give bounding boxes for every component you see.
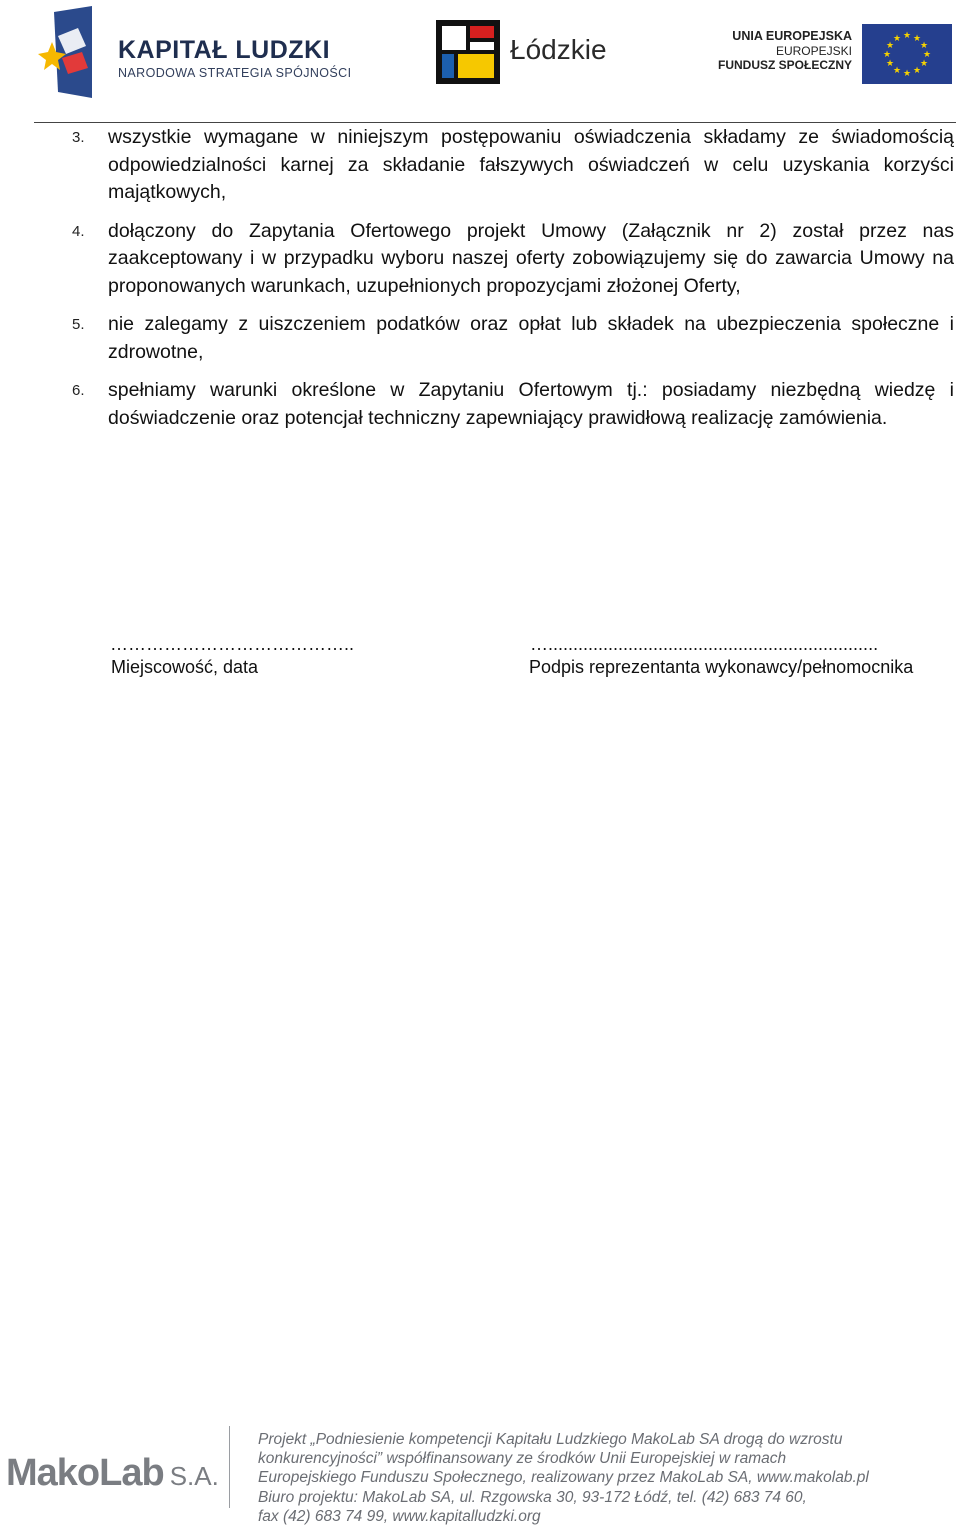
footer-line: konkurencyjności” współfinansowany ze środków Unii Europejskiej w ramach bbox=[258, 1450, 787, 1468]
eu-efs-logo bbox=[718, 22, 958, 88]
list-item bbox=[60, 377, 954, 432]
item-text: nie zalegamy z uiszczeniem podatków oraz opłat lub składek na ubezpieczenia społeczne i zdrowotne, bbox=[108, 313, 954, 363]
declaration-list bbox=[60, 124, 954, 443]
svg-text:★: ★ bbox=[922, 50, 932, 60]
item-text: wszystkie wymagane w niniejszym postępowaniu oświadczenia składamy ze świadomością odpowiedzialności karnej za składanie fałszywych oświadczeń w celu uzyskania korzyści majątkowych, bbox=[108, 126, 954, 203]
svg-text:★: ★ bbox=[919, 59, 929, 69]
footer-line: Biuro projektu: MakoLab SA, ul. Rzgowska 30, 93-172 Łódź, tel. (42) 683 74 60, bbox=[258, 1488, 807, 1506]
svg-text:★: ★ bbox=[892, 66, 902, 76]
footer-line: Europejskiego Funduszu Społecznego, realizowany przez MakoLab SA, www.makolab.pl bbox=[258, 1469, 869, 1487]
list-item bbox=[60, 311, 954, 366]
lodzkie-title: Łódzkie bbox=[510, 34, 607, 65]
svg-text:★: ★ bbox=[919, 41, 929, 51]
kapital-ludzki-logo bbox=[36, 6, 352, 98]
header-divider bbox=[34, 122, 956, 123]
kapital-ludzki-subtitle: NARODOWA STRATEGIA SPÓJNOŚCI bbox=[118, 66, 352, 80]
makolab-suffix: S.A. bbox=[169, 1461, 219, 1491]
lodzkie-logo bbox=[436, 20, 616, 86]
footer-project-info bbox=[258, 1430, 958, 1526]
item-number: 5. bbox=[72, 316, 85, 333]
svg-text:★: ★ bbox=[892, 34, 902, 44]
list-item bbox=[60, 218, 954, 301]
item-number: 3. bbox=[72, 129, 85, 146]
kapital-ludzki-emblem-icon bbox=[36, 6, 96, 98]
item-text: dołączony do Zapytania Ofertowego projekt Umowy (Załącznik nr 2) został przez nas zaakceptowany i w przypadku wyboru naszej oferty zobowiązujemy się do zawarcia Umowy na proponowanych warunkach, uzupełnionych propozycjami złożonej Oferty, bbox=[108, 219, 954, 297]
kapital-ludzki-title: KAPITAŁ LUDZKI bbox=[118, 36, 331, 64]
footer-line: fax (42) 683 74 99, www.kapitalludzki.org bbox=[258, 1507, 541, 1525]
svg-text:★: ★ bbox=[885, 59, 895, 69]
item-number: 4. bbox=[72, 222, 85, 240]
footer-divider bbox=[229, 1426, 230, 1508]
eu-line-1: UNIA EUROPEJSKA bbox=[732, 29, 852, 43]
signature-line: ….................................................................. bbox=[530, 634, 879, 654]
svg-text:★: ★ bbox=[912, 66, 922, 76]
svg-text:★: ★ bbox=[882, 50, 892, 60]
svg-text:★: ★ bbox=[912, 34, 922, 44]
eu-efs-text bbox=[718, 28, 852, 72]
signature-label: Podpis reprezentanta wykonawcy/pełnomocnika bbox=[529, 657, 914, 677]
lodzkie-emblem-icon bbox=[436, 20, 500, 84]
svg-text:★: ★ bbox=[902, 69, 912, 79]
item-number: 6. bbox=[72, 382, 85, 399]
place-date-line: ………………………………….. bbox=[110, 634, 355, 654]
footer-line: Projekt „Podniesienie kompetencji Kapitału Ludzkiego MakoLab SA drogą do wzrostu bbox=[258, 1431, 843, 1448]
eu-flag-icon bbox=[862, 24, 952, 84]
svg-text:★: ★ bbox=[902, 31, 912, 41]
svg-text:★: ★ bbox=[885, 41, 895, 51]
item-text: spełniamy warunki określone w Zapytaniu Ofertowym tj.: posiadamy niezbędną wiedzę i doświadczenie oraz potencjał techniczny zapewniający prawidłową realizację zamówienia. bbox=[108, 379, 954, 429]
place-date-label: Miejscowość, data bbox=[111, 657, 259, 677]
eu-line-3: FUNDUSZ SPOŁECZNY bbox=[717, 58, 852, 72]
makolab-logo bbox=[6, 1452, 219, 1495]
eu-line-2: EUROPEJSKI bbox=[775, 44, 852, 58]
makolab-name: MakoLab bbox=[6, 1452, 164, 1494]
list-item bbox=[60, 124, 954, 207]
